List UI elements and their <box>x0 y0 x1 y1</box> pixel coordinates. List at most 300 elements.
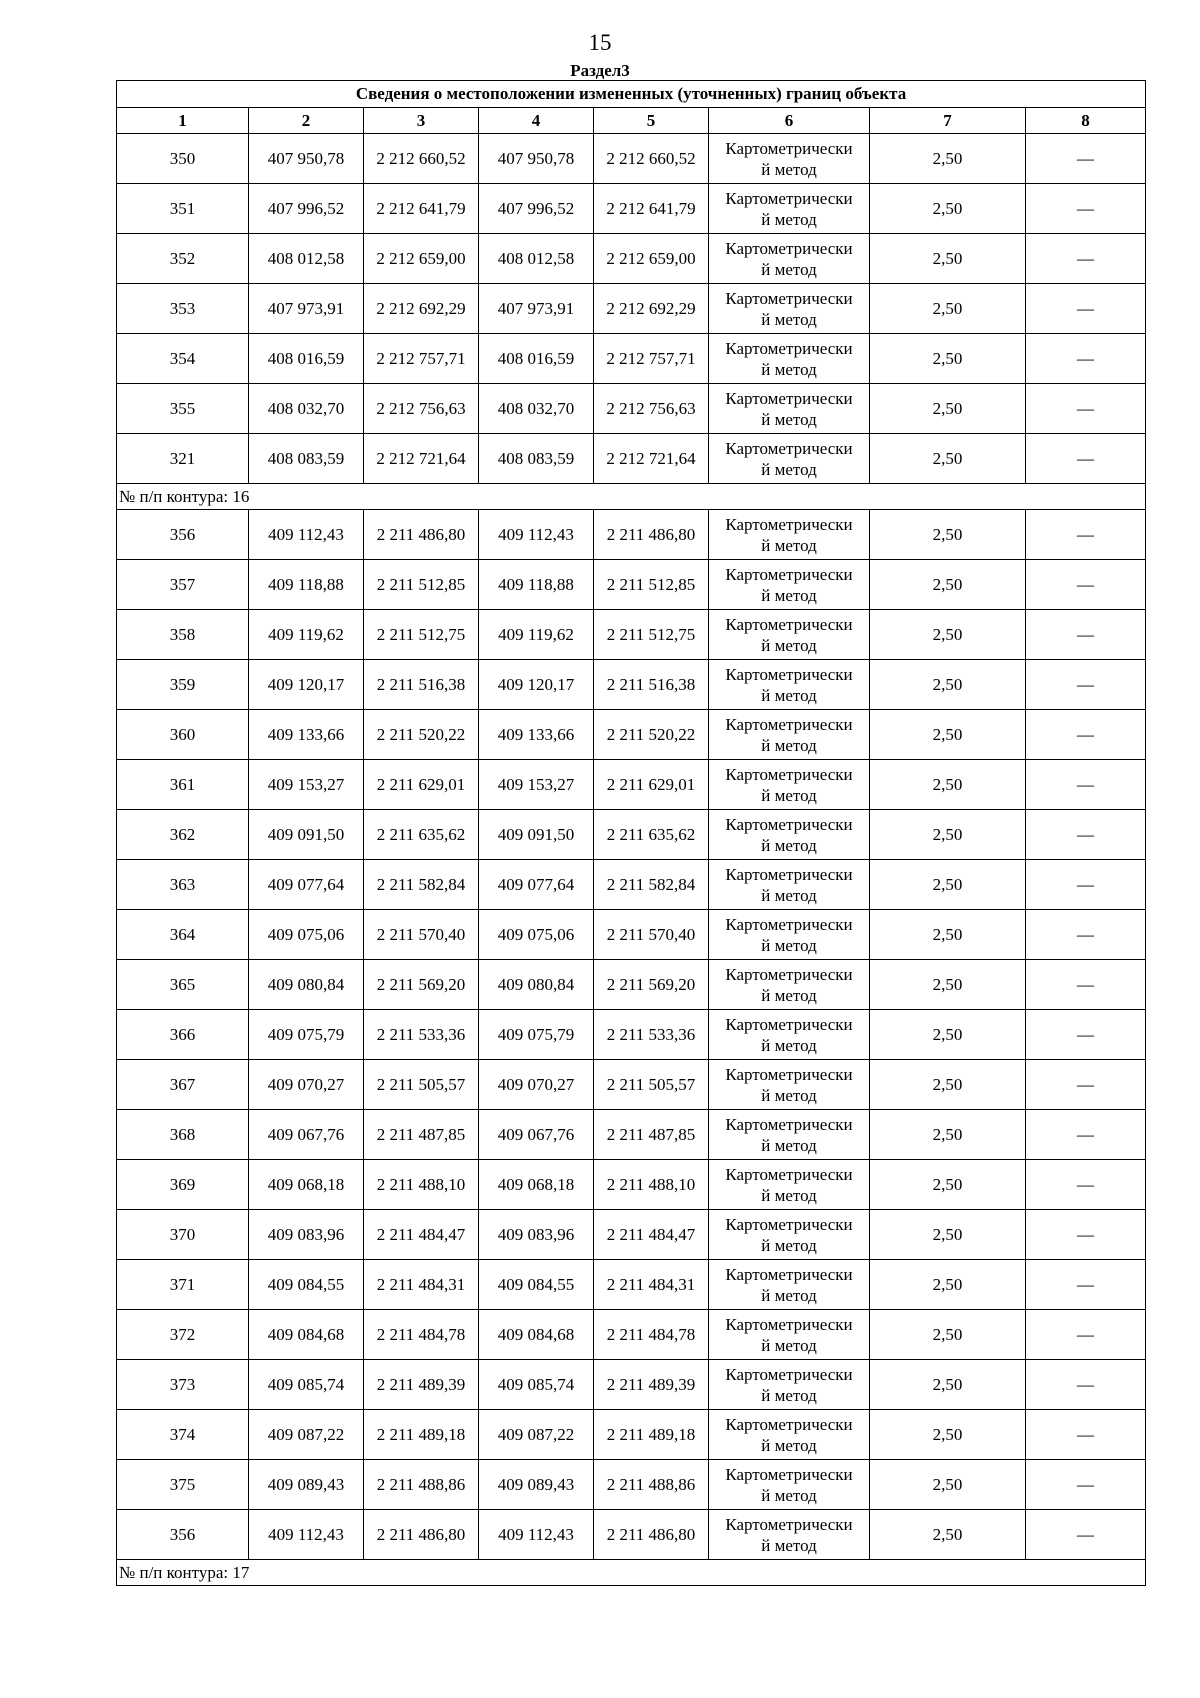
table-row <box>117 860 1146 910</box>
new-y-cell: 2 212 721,64 <box>594 434 709 484</box>
table-row <box>117 1510 1146 1560</box>
accuracy-cell: 2,50 <box>870 1210 1026 1260</box>
existing-x-cell: 409 084,55 <box>249 1260 364 1310</box>
method-line-1: Картометрически <box>725 338 853 358</box>
note-cell: — <box>1026 810 1146 860</box>
existing-x-cell: 409 075,06 <box>249 910 364 960</box>
accuracy-cell: 2,50 <box>870 1060 1026 1110</box>
method-cell <box>709 810 870 860</box>
existing-x-cell: 409 119,62 <box>249 610 364 660</box>
existing-y-cell: 2 211 512,75 <box>364 610 479 660</box>
method-cell <box>709 1260 870 1310</box>
method-cell <box>709 660 870 710</box>
existing-y-cell: 2 212 721,64 <box>364 434 479 484</box>
new-x-cell: 408 016,59 <box>479 334 594 384</box>
existing-x-cell: 409 118,88 <box>249 560 364 610</box>
point-number-cell: 370 <box>117 1210 249 1260</box>
note-cell: — <box>1026 1160 1146 1210</box>
existing-x-cell: 407 996,52 <box>249 184 364 234</box>
method-line-2: й метод <box>761 635 817 655</box>
new-y-cell: 2 211 486,80 <box>594 510 709 560</box>
method-cell <box>709 134 870 184</box>
accuracy-cell: 2,50 <box>870 710 1026 760</box>
note-cell: — <box>1026 610 1146 660</box>
coordinates-table <box>116 80 1146 1586</box>
method-line-1: Картометрически <box>725 1014 853 1034</box>
new-x-cell: 409 068,18 <box>479 1160 594 1210</box>
accuracy-cell: 2,50 <box>870 1260 1026 1310</box>
method-line-2: й метод <box>761 985 817 1005</box>
table-row <box>117 434 1146 484</box>
note-cell: — <box>1026 1060 1146 1110</box>
new-x-cell: 409 089,43 <box>479 1460 594 1510</box>
table-row <box>117 1010 1146 1060</box>
accuracy-cell: 2,50 <box>870 910 1026 960</box>
existing-x-cell: 409 070,27 <box>249 1060 364 1110</box>
table-row <box>117 1260 1146 1310</box>
method-line-2: й метод <box>761 309 817 329</box>
existing-y-cell: 2 211 489,18 <box>364 1410 479 1460</box>
column-number-cell: 2 <box>249 108 364 134</box>
method-cell <box>709 1460 870 1510</box>
table-row <box>117 1360 1146 1410</box>
accuracy-cell: 2,50 <box>870 1310 1026 1360</box>
accuracy-cell: 2,50 <box>870 1460 1026 1510</box>
existing-x-cell: 409 083,96 <box>249 1210 364 1260</box>
existing-y-cell: 2 211 486,80 <box>364 510 479 560</box>
table-row <box>117 1460 1146 1510</box>
new-y-cell: 2 211 487,85 <box>594 1110 709 1160</box>
contour-row <box>117 1560 1146 1586</box>
table-row <box>117 510 1146 560</box>
existing-y-cell: 2 212 692,29 <box>364 284 479 334</box>
new-y-cell: 2 211 582,84 <box>594 860 709 910</box>
table-row <box>117 760 1146 810</box>
new-x-cell: 409 112,43 <box>479 1510 594 1560</box>
method-cell <box>709 1510 870 1560</box>
new-x-cell: 408 032,70 <box>479 384 594 434</box>
accuracy-cell: 2,50 <box>870 1360 1026 1410</box>
method-line-2: й метод <box>761 935 817 955</box>
accuracy-cell: 2,50 <box>870 1510 1026 1560</box>
method-line-1: Картометрически <box>725 1114 853 1134</box>
accuracy-cell: 2,50 <box>870 234 1026 284</box>
method-line-2: й метод <box>761 1185 817 1205</box>
note-cell: — <box>1026 510 1146 560</box>
new-y-cell: 2 211 505,57 <box>594 1060 709 1110</box>
table-row <box>117 1310 1146 1360</box>
method-cell <box>709 1210 870 1260</box>
method-line-2: й метод <box>761 159 817 179</box>
new-y-cell: 2 211 488,86 <box>594 1460 709 1510</box>
note-cell: — <box>1026 284 1146 334</box>
new-x-cell: 408 083,59 <box>479 434 594 484</box>
existing-x-cell: 409 085,74 <box>249 1360 364 1410</box>
method-line-2: й метод <box>761 685 817 705</box>
existing-x-cell: 409 112,43 <box>249 1510 364 1560</box>
accuracy-cell: 2,50 <box>870 960 1026 1010</box>
existing-y-cell: 2 211 533,36 <box>364 1010 479 1060</box>
new-x-cell: 409 087,22 <box>479 1410 594 1460</box>
table-row <box>117 284 1146 334</box>
column-number-cell: 8 <box>1026 108 1146 134</box>
existing-x-cell: 409 077,64 <box>249 860 364 910</box>
accuracy-cell: 2,50 <box>870 660 1026 710</box>
method-cell <box>709 1010 870 1060</box>
new-x-cell: 409 153,27 <box>479 760 594 810</box>
new-x-cell: 409 118,88 <box>479 560 594 610</box>
method-cell <box>709 960 870 1010</box>
point-number-cell: 372 <box>117 1310 249 1360</box>
method-cell <box>709 184 870 234</box>
point-number-cell: 361 <box>117 760 249 810</box>
method-line-2: й метод <box>761 585 817 605</box>
method-line-2: й метод <box>761 735 817 755</box>
method-cell <box>709 1410 870 1460</box>
note-cell: — <box>1026 184 1146 234</box>
existing-y-cell: 2 212 660,52 <box>364 134 479 184</box>
method-line-2: й метод <box>761 209 817 229</box>
method-line-1: Картометрически <box>725 664 853 684</box>
new-y-cell: 2 211 486,80 <box>594 1510 709 1560</box>
new-y-cell: 2 212 757,71 <box>594 334 709 384</box>
method-line-1: Картометрически <box>725 564 853 584</box>
new-x-cell: 409 075,79 <box>479 1010 594 1060</box>
note-cell: — <box>1026 1510 1146 1560</box>
method-line-2: й метод <box>761 785 817 805</box>
new-x-cell: 409 112,43 <box>479 510 594 560</box>
note-cell: — <box>1026 760 1146 810</box>
contour-label: № п/п контура: 16 <box>117 484 1146 510</box>
new-x-cell: 409 084,55 <box>479 1260 594 1310</box>
new-y-cell: 2 212 660,52 <box>594 134 709 184</box>
note-cell: — <box>1026 1010 1146 1060</box>
method-line-2: й метод <box>761 535 817 555</box>
accuracy-cell: 2,50 <box>870 334 1026 384</box>
method-cell <box>709 1110 870 1160</box>
point-number-cell: 363 <box>117 860 249 910</box>
existing-x-cell: 409 075,79 <box>249 1010 364 1060</box>
method-line-1: Картометрически <box>725 914 853 934</box>
method-line-2: й метод <box>761 1485 817 1505</box>
method-cell <box>709 434 870 484</box>
existing-y-cell: 2 211 505,57 <box>364 1060 479 1110</box>
method-line-1: Картометрически <box>725 1464 853 1484</box>
new-y-cell: 2 211 516,38 <box>594 660 709 710</box>
note-cell: — <box>1026 910 1146 960</box>
new-x-cell: 409 119,62 <box>479 610 594 660</box>
existing-y-cell: 2 211 484,47 <box>364 1210 479 1260</box>
existing-y-cell: 2 211 512,85 <box>364 560 479 610</box>
existing-x-cell: 409 153,27 <box>249 760 364 810</box>
existing-x-cell: 409 067,76 <box>249 1110 364 1160</box>
method-cell <box>709 610 870 660</box>
accuracy-cell: 2,50 <box>870 1160 1026 1210</box>
method-line-1: Картометрически <box>725 1064 853 1084</box>
point-number-cell: 321 <box>117 434 249 484</box>
new-x-cell: 409 133,66 <box>479 710 594 760</box>
point-number-cell: 360 <box>117 710 249 760</box>
method-line-1: Картометрически <box>725 238 853 258</box>
point-number-cell: 368 <box>117 1110 249 1160</box>
note-cell: — <box>1026 860 1146 910</box>
method-cell <box>709 710 870 760</box>
method-line-2: й метод <box>761 1135 817 1155</box>
new-x-cell: 409 083,96 <box>479 1210 594 1260</box>
new-x-cell: 409 067,76 <box>479 1110 594 1160</box>
note-cell: — <box>1026 234 1146 284</box>
method-cell <box>709 234 870 284</box>
method-line-1: Картометрически <box>725 814 853 834</box>
method-cell <box>709 560 870 610</box>
point-number-cell: 362 <box>117 810 249 860</box>
method-line-1: Картометрически <box>725 1514 853 1534</box>
table-row <box>117 334 1146 384</box>
table-row <box>117 184 1146 234</box>
column-number-cell: 4 <box>479 108 594 134</box>
accuracy-cell: 2,50 <box>870 384 1026 434</box>
existing-x-cell: 409 084,68 <box>249 1310 364 1360</box>
note-cell: — <box>1026 1360 1146 1410</box>
method-line-1: Картометрически <box>725 1164 853 1184</box>
note-cell: — <box>1026 134 1146 184</box>
new-y-cell: 2 211 635,62 <box>594 810 709 860</box>
new-y-cell: 2 211 533,36 <box>594 1010 709 1060</box>
method-line-2: й метод <box>761 1235 817 1255</box>
note-cell: — <box>1026 1210 1146 1260</box>
column-number-cell: 6 <box>709 108 870 134</box>
existing-x-cell: 408 016,59 <box>249 334 364 384</box>
accuracy-cell: 2,50 <box>870 860 1026 910</box>
existing-y-cell: 2 211 484,31 <box>364 1260 479 1310</box>
table-row <box>117 234 1146 284</box>
accuracy-cell: 2,50 <box>870 760 1026 810</box>
note-cell: — <box>1026 660 1146 710</box>
point-number-cell: 359 <box>117 660 249 710</box>
new-y-cell: 2 212 692,29 <box>594 284 709 334</box>
table-row <box>117 660 1146 710</box>
new-x-cell: 409 120,17 <box>479 660 594 710</box>
accuracy-cell: 2,50 <box>870 434 1026 484</box>
existing-y-cell: 2 211 520,22 <box>364 710 479 760</box>
existing-y-cell: 2 211 484,78 <box>364 1310 479 1360</box>
existing-y-cell: 2 211 488,10 <box>364 1160 479 1210</box>
existing-y-cell: 2 211 569,20 <box>364 960 479 1010</box>
new-x-cell: 409 075,06 <box>479 910 594 960</box>
existing-x-cell: 407 950,78 <box>249 134 364 184</box>
table-row <box>117 1110 1146 1160</box>
method-line-2: й метод <box>761 885 817 905</box>
table-row <box>117 810 1146 860</box>
method-cell <box>709 334 870 384</box>
method-line-2: й метод <box>761 259 817 279</box>
table-row <box>117 1060 1146 1110</box>
method-line-1: Картометрически <box>725 764 853 784</box>
table-row <box>117 1410 1146 1460</box>
new-x-cell: 409 077,64 <box>479 860 594 910</box>
method-line-1: Картометрически <box>725 1214 853 1234</box>
new-x-cell: 409 091,50 <box>479 810 594 860</box>
method-cell <box>709 1310 870 1360</box>
new-x-cell: 407 996,52 <box>479 184 594 234</box>
accuracy-cell: 2,50 <box>870 1110 1026 1160</box>
method-line-1: Картометрически <box>725 864 853 884</box>
page-number: 15 <box>588 30 612 55</box>
new-x-cell: 408 012,58 <box>479 234 594 284</box>
column-number-cell: 7 <box>870 108 1026 134</box>
accuracy-cell: 2,50 <box>870 810 1026 860</box>
method-cell <box>709 1360 870 1410</box>
point-number-cell: 364 <box>117 910 249 960</box>
method-cell <box>709 860 870 910</box>
existing-y-cell: 2 211 629,01 <box>364 760 479 810</box>
method-cell <box>709 1160 870 1210</box>
existing-y-cell: 2 211 582,84 <box>364 860 479 910</box>
new-y-cell: 2 211 570,40 <box>594 910 709 960</box>
new-x-cell: 409 084,68 <box>479 1310 594 1360</box>
method-line-1: Картометрически <box>725 138 853 158</box>
method-line-1: Картометрически <box>725 288 853 308</box>
method-line-1: Картометрически <box>725 1364 853 1384</box>
existing-x-cell: 409 120,17 <box>249 660 364 710</box>
column-number-row <box>117 108 1146 134</box>
point-number-cell: 356 <box>117 1510 249 1560</box>
method-cell <box>709 910 870 960</box>
existing-x-cell: 407 973,91 <box>249 284 364 334</box>
point-number-cell: 352 <box>117 234 249 284</box>
point-number-cell: 350 <box>117 134 249 184</box>
new-x-cell: 407 950,78 <box>479 134 594 184</box>
existing-y-cell: 2 212 756,63 <box>364 384 479 434</box>
accuracy-cell: 2,50 <box>870 1010 1026 1060</box>
new-x-cell: 409 070,27 <box>479 1060 594 1110</box>
table-row <box>117 134 1146 184</box>
method-line-2: й метод <box>761 1085 817 1105</box>
new-y-cell: 2 212 756,63 <box>594 384 709 434</box>
new-y-cell: 2 211 484,31 <box>594 1260 709 1310</box>
note-cell: — <box>1026 560 1146 610</box>
note-cell: — <box>1026 1460 1146 1510</box>
method-cell <box>709 760 870 810</box>
table-row <box>117 1210 1146 1260</box>
accuracy-cell: 2,50 <box>870 284 1026 334</box>
table-row <box>117 560 1146 610</box>
note-cell: — <box>1026 1110 1146 1160</box>
note-cell: — <box>1026 1310 1146 1360</box>
point-number-cell: 357 <box>117 560 249 610</box>
new-y-cell: 2 211 512,75 <box>594 610 709 660</box>
method-line-1: Картометрически <box>725 188 853 208</box>
existing-x-cell: 408 012,58 <box>249 234 364 284</box>
method-line-2: й метод <box>761 409 817 429</box>
new-y-cell: 2 211 489,18 <box>594 1410 709 1460</box>
point-number-cell: 375 <box>117 1460 249 1510</box>
existing-x-cell: 408 083,59 <box>249 434 364 484</box>
method-line-2: й метод <box>761 459 817 479</box>
point-number-cell: 371 <box>117 1260 249 1310</box>
point-number-cell: 356 <box>117 510 249 560</box>
note-cell: — <box>1026 1410 1146 1460</box>
method-line-1: Картометрически <box>725 1414 853 1434</box>
point-number-cell: 373 <box>117 1360 249 1410</box>
method-line-1: Картометрически <box>725 964 853 984</box>
existing-x-cell: 409 080,84 <box>249 960 364 1010</box>
point-number-cell: 369 <box>117 1160 249 1210</box>
new-y-cell: 2 211 488,10 <box>594 1160 709 1210</box>
point-number-cell: 353 <box>117 284 249 334</box>
new-y-cell: 2 211 489,39 <box>594 1360 709 1410</box>
point-number-cell: 354 <box>117 334 249 384</box>
note-cell: — <box>1026 1260 1146 1310</box>
point-number-cell: 366 <box>117 1010 249 1060</box>
existing-x-cell: 409 089,43 <box>249 1460 364 1510</box>
point-number-cell: 358 <box>117 610 249 660</box>
existing-y-cell: 2 212 757,71 <box>364 334 479 384</box>
contour-label: № п/п контура: 17 <box>117 1560 1146 1586</box>
method-line-1: Картометрически <box>725 614 853 634</box>
column-number-cell: 3 <box>364 108 479 134</box>
method-line-2: й метод <box>761 1035 817 1055</box>
section-title: Раздел3 <box>570 61 630 80</box>
method-line-1: Картометрически <box>725 1264 853 1284</box>
table-caption: Сведения о местоположении измененных (уточненных) границ объекта <box>117 81 1146 108</box>
new-x-cell: 409 085,74 <box>479 1360 594 1410</box>
existing-y-cell: 2 211 516,38 <box>364 660 479 710</box>
accuracy-cell: 2,50 <box>870 134 1026 184</box>
method-cell <box>709 384 870 434</box>
existing-y-cell: 2 211 486,80 <box>364 1510 479 1560</box>
method-cell <box>709 284 870 334</box>
new-x-cell: 409 080,84 <box>479 960 594 1010</box>
method-line-1: Картометрически <box>725 514 853 534</box>
column-number-cell: 1 <box>117 108 249 134</box>
column-number-cell: 5 <box>594 108 709 134</box>
note-cell: — <box>1026 710 1146 760</box>
existing-x-cell: 409 068,18 <box>249 1160 364 1210</box>
method-line-1: Картометрически <box>725 438 853 458</box>
new-y-cell: 2 211 484,47 <box>594 1210 709 1260</box>
table-row <box>117 910 1146 960</box>
existing-y-cell: 2 211 488,86 <box>364 1460 479 1510</box>
method-line-2: й метод <box>761 835 817 855</box>
point-number-cell: 351 <box>117 184 249 234</box>
table-row <box>117 960 1146 1010</box>
point-number-cell: 355 <box>117 384 249 434</box>
point-number-cell: 374 <box>117 1410 249 1460</box>
accuracy-cell: 2,50 <box>870 510 1026 560</box>
table-row <box>117 384 1146 434</box>
note-cell: — <box>1026 434 1146 484</box>
new-y-cell: 2 212 659,00 <box>594 234 709 284</box>
existing-y-cell: 2 211 487,85 <box>364 1110 479 1160</box>
point-number-cell: 367 <box>117 1060 249 1110</box>
note-cell: — <box>1026 334 1146 384</box>
table-row <box>117 1160 1146 1210</box>
new-y-cell: 2 211 520,22 <box>594 710 709 760</box>
method-line-2: й метод <box>761 1285 817 1305</box>
table-row <box>117 710 1146 760</box>
existing-x-cell: 408 032,70 <box>249 384 364 434</box>
accuracy-cell: 2,50 <box>870 1410 1026 1460</box>
method-line-2: й метод <box>761 1335 817 1355</box>
new-y-cell: 2 211 512,85 <box>594 560 709 610</box>
accuracy-cell: 2,50 <box>870 610 1026 660</box>
point-number-cell: 365 <box>117 960 249 1010</box>
method-line-1: Картометрически <box>725 714 853 734</box>
method-line-2: й метод <box>761 1435 817 1455</box>
accuracy-cell: 2,50 <box>870 560 1026 610</box>
accuracy-cell: 2,50 <box>870 184 1026 234</box>
